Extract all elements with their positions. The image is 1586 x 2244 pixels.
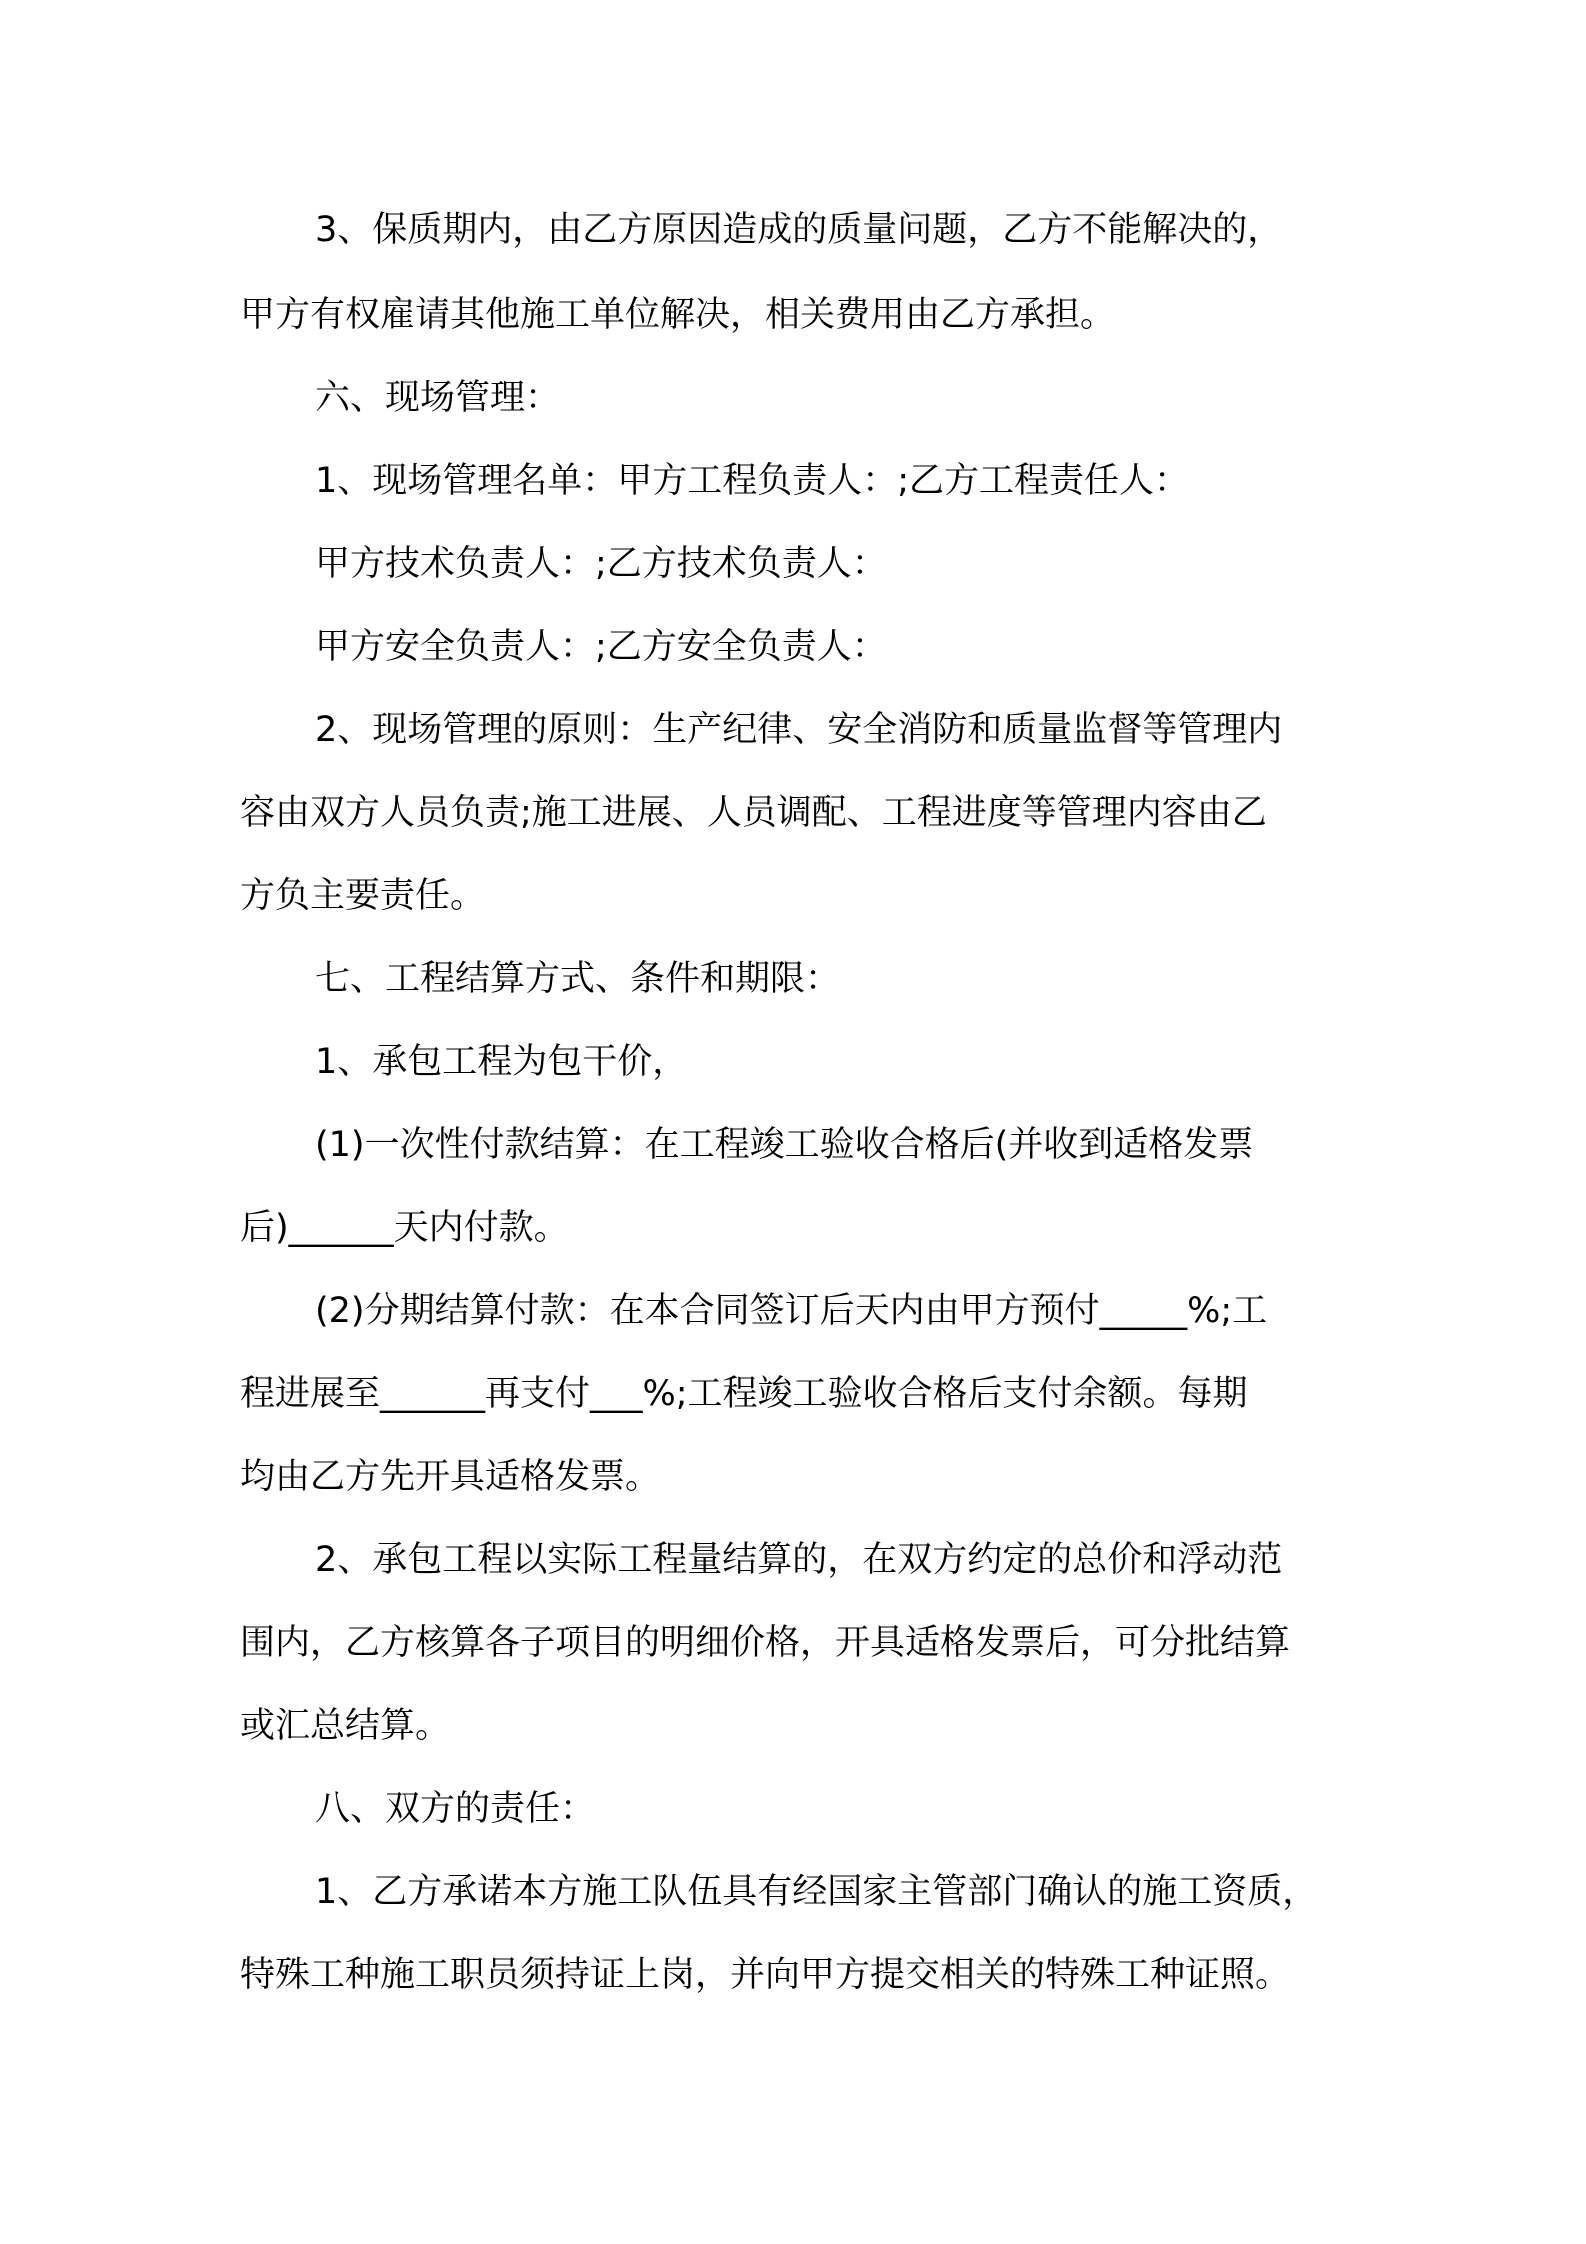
section-heading-6: 六、现场管理： — [315, 378, 561, 418]
paragraph-installments-line-2: 程进展至______再支付___%;工程竣工验收合格后支付余额。每期 — [240, 1374, 1248, 1414]
section-heading-7: 七、工程结算方式、条件和期限： — [315, 959, 841, 999]
paragraph-settlement-2-line-1: 2、承包工程以实际工程量结算的，在双方约定的总价和浮动范 — [315, 1540, 1283, 1580]
paragraph-site-management-2-line-3: 方负主要责任。 — [240, 876, 486, 916]
paragraph-responsibility-1-line-1: 1、乙方承诺本方施工队伍具有经国家主管部门确认的施工资质， — [315, 1872, 1318, 1912]
paragraph-installments-line-3: 均由乙方先开具适格发票。 — [240, 1457, 661, 1497]
paragraph-settlement-2-line-2: 围内，乙方核算各子项目的明细价格，开具适格发票后，可分批结算 — [240, 1623, 1291, 1663]
paragraph-lump-sum-line-1: (1)一次性付款结算：在工程竣工验收合格后(并收到适格发票 — [315, 1125, 1254, 1165]
paragraph-site-management-2-line-1: 2、现场管理的原则：生产纪律、安全消防和质量监督等管理内 — [315, 710, 1283, 750]
paragraph-technical-leads: 甲方技术负责人：;乙方技术负责人： — [315, 544, 887, 584]
section-heading-8: 八、双方的责任： — [315, 1789, 596, 1829]
paragraph-settlement-2-line-3: 或汇总结算。 — [240, 1706, 451, 1746]
paragraph-settlement-1: 1、承包工程为包干价， — [315, 1042, 688, 1082]
paragraph-responsibility-1-line-2: 特殊工种施工职员须持证上岗，并向甲方提交相关的特殊工种证照。 — [240, 1955, 1291, 1995]
paragraph-installments-line-1: (2)分期结算付款：在本合同签订后天内由甲方预付_____%;工 — [315, 1291, 1268, 1331]
paragraph-warranty-3-line-2: 甲方有权雇请其他施工单位解决，相关费用由乙方承担。 — [240, 295, 1116, 335]
paragraph-warranty-3-line-1: 3、保质期内，由乙方原因造成的质量问题，乙方不能解决的， — [315, 210, 1283, 250]
paragraph-site-management-2-line-2: 容由双方人员负责;施工进展、人员调配、工程进度等管理内容由乙 — [240, 793, 1267, 833]
paragraph-safety-leads: 甲方安全负责人：;乙方安全负责人： — [315, 627, 887, 667]
paragraph-site-management-1: 1、现场管理名单：甲方工程负责人：;乙方工程责任人： — [315, 461, 1190, 501]
paragraph-lump-sum-line-2: 后)______天内付款。 — [240, 1208, 569, 1248]
